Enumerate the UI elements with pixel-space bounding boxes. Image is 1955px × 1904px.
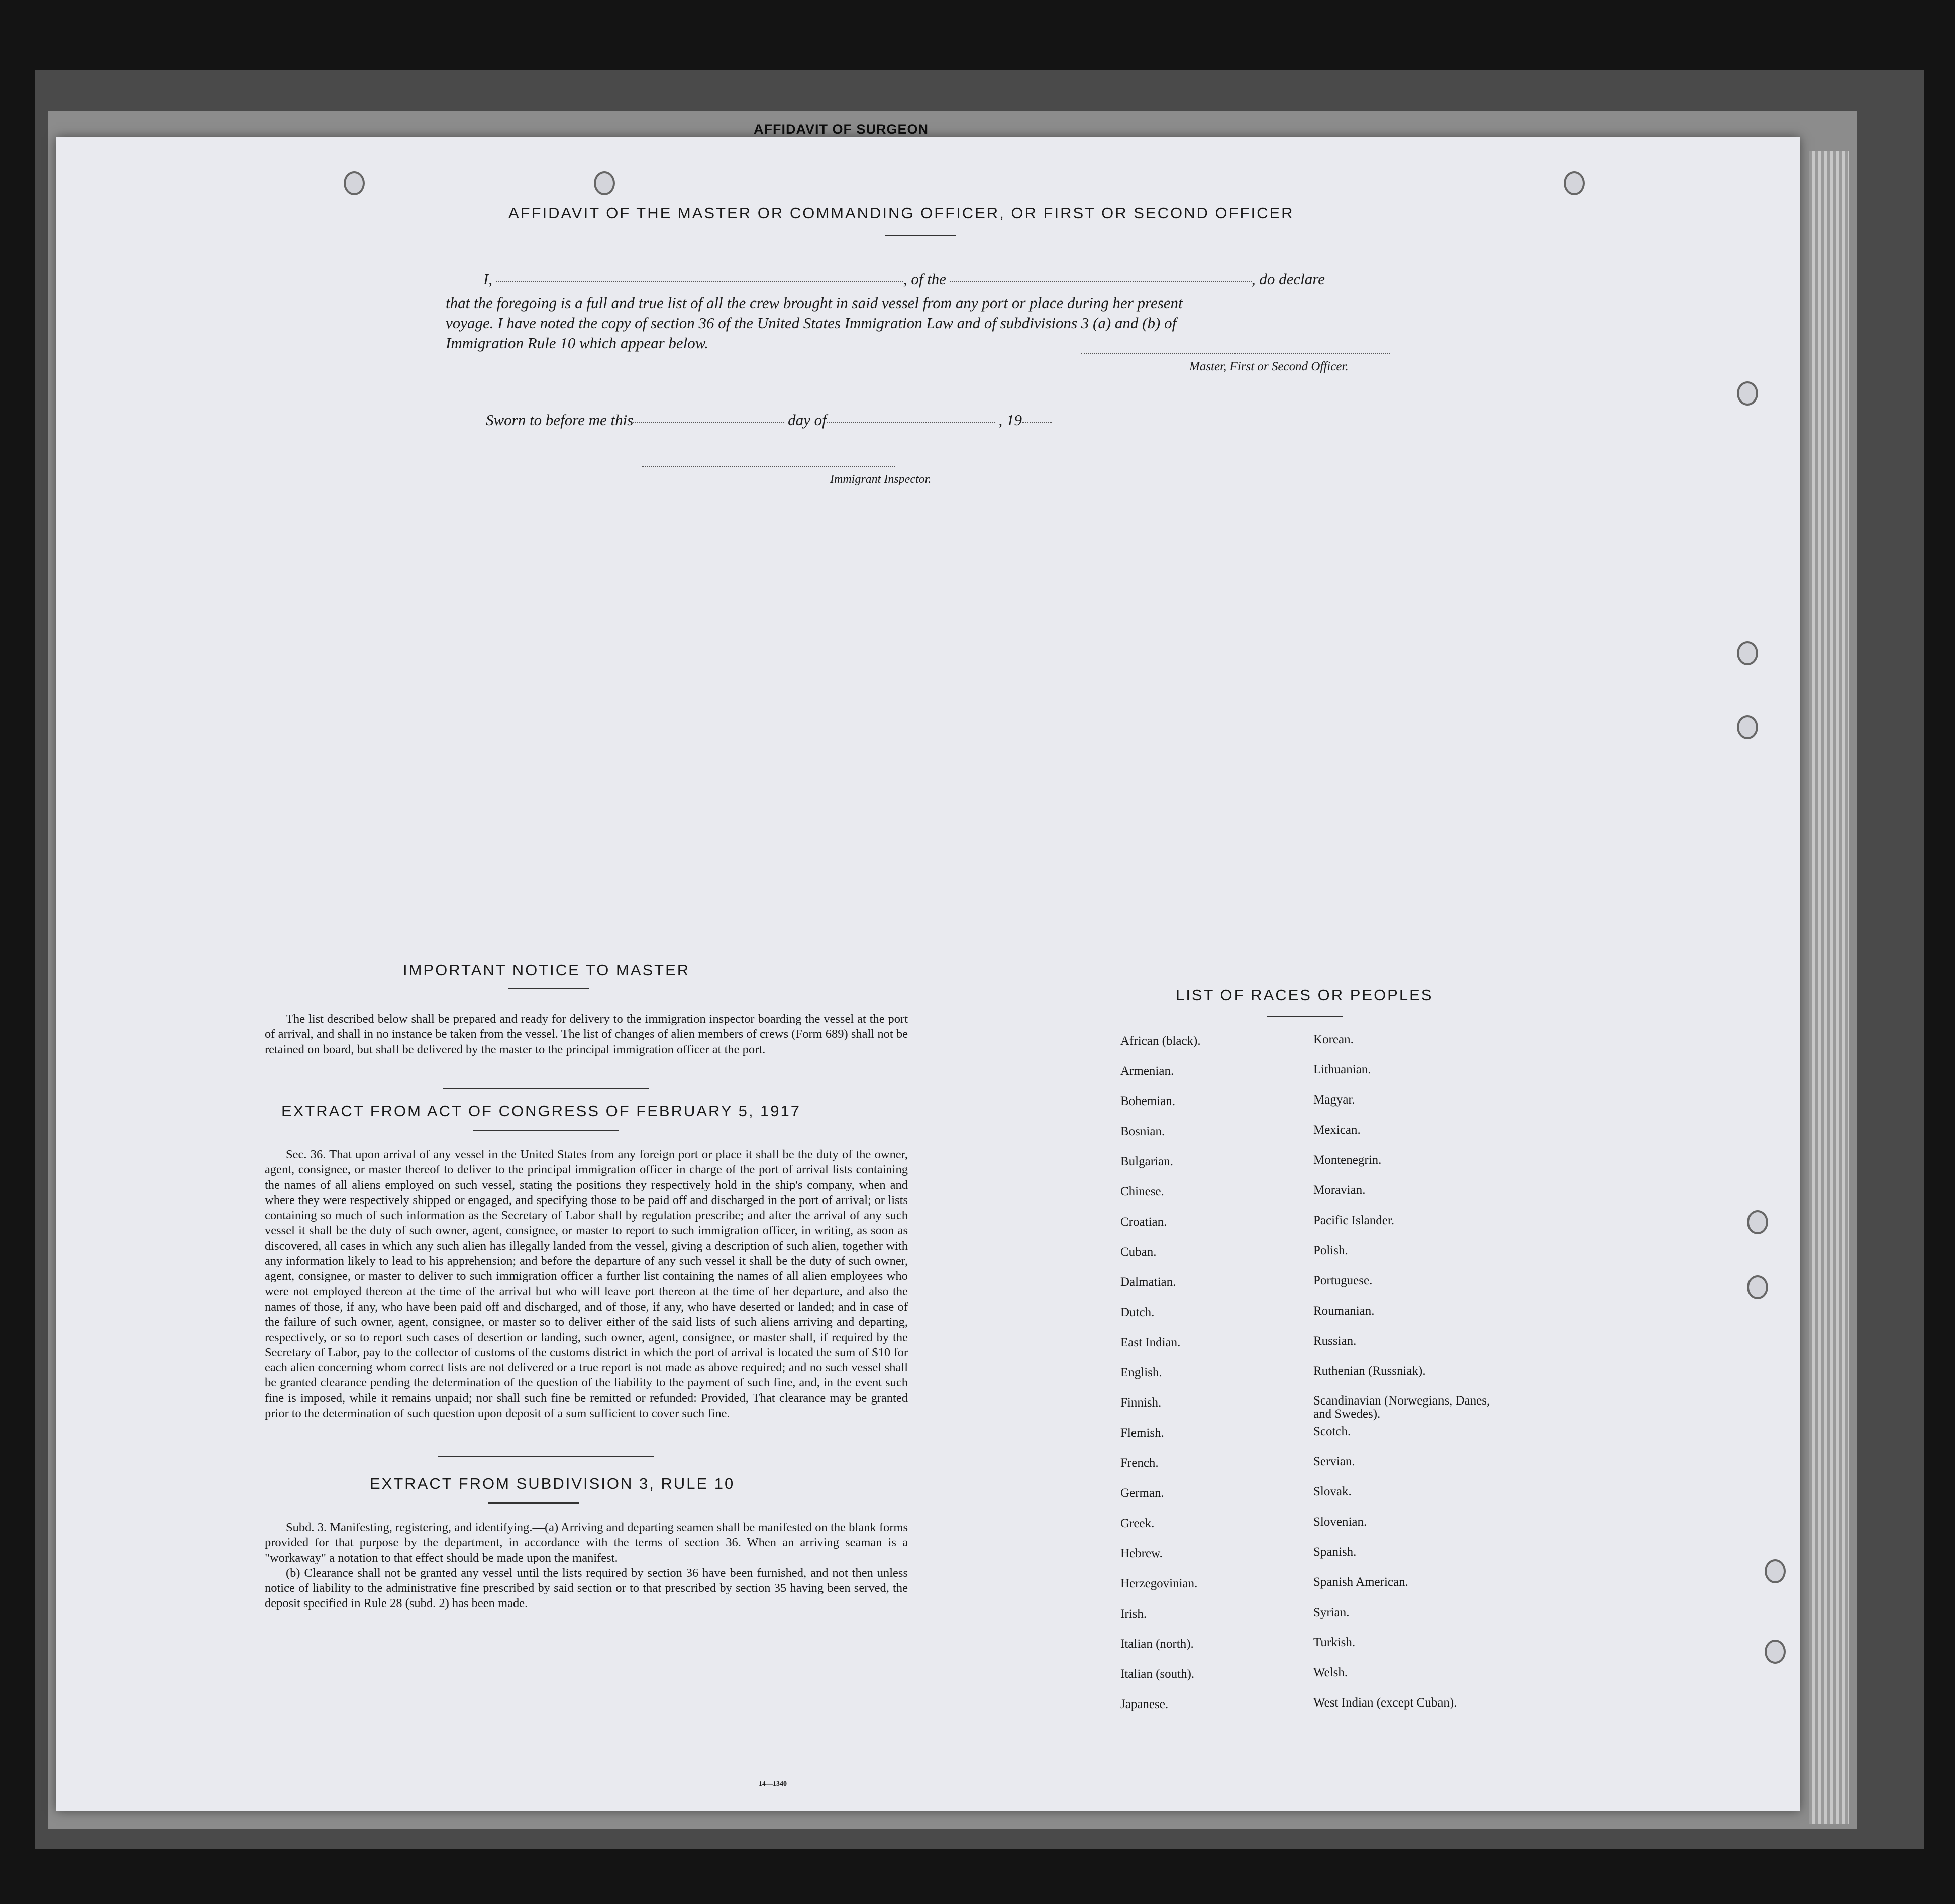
declare-suffix: , do declare bbox=[1251, 270, 1325, 288]
rule-text bbox=[265, 1520, 908, 1612]
race-item: Herzegovinian. bbox=[1120, 1577, 1198, 1590]
declaration-line-4: Immigration Rule 10 which appear below. bbox=[446, 334, 708, 352]
race-item: French. bbox=[1120, 1456, 1159, 1470]
notice-text bbox=[265, 1012, 908, 1057]
rule-paragraph-b: (b) Clearance shall not be granted any vessel until the lists required by section 36 have been furnished, and not then unless notice of liability to the administrative fine prescribed by said section or to that prescribed by section 35 having been served, the deposit specified in Rule 28 (subd. 2) has been made. bbox=[265, 1566, 908, 1611]
officer-name-field[interactable] bbox=[496, 279, 903, 282]
race-item: Portuguese. bbox=[1313, 1274, 1373, 1287]
race-item: Bosnian. bbox=[1120, 1125, 1165, 1138]
race-item: Italian (south). bbox=[1120, 1667, 1195, 1681]
sworn-prefix: Sworn to before me this bbox=[486, 411, 634, 429]
declarant-prefix: I, bbox=[483, 270, 493, 288]
race-item: African (black). bbox=[1120, 1034, 1201, 1048]
punch-hole-icon bbox=[1737, 641, 1758, 665]
race-item: Bohemian. bbox=[1120, 1094, 1176, 1108]
race-item: Dalmatian. bbox=[1120, 1275, 1176, 1289]
sworn-date-field[interactable] bbox=[633, 420, 784, 423]
affidavit-title: AFFIDAVIT OF THE MASTER OR COMMANDING OFFICER, OR FIRST OR SECOND OFFICER bbox=[508, 204, 1294, 222]
race-item: Finnish. bbox=[1120, 1396, 1162, 1410]
punch-hole-icon bbox=[1737, 381, 1758, 406]
act-paragraph: Sec. 36. That upon arrival of any vessel in the United States from any foreign port or place it shall be the duty of the owner, agent, consignee, or master thereof to deliver to the principal immigration officer in charge of the port of arrival lists containing the names of all aliens employed on such vessel, stating the positions they respectively hold in the ship's company, when and where they were respectively shipped or engaged, and specifying those to be paid off and discharged in the port of arrival; or lists containing so much of such information as the Secretary of Labor shall by regulation prescribe; and after the arrival of any such vessel it shall be the duty of such owner, agent, consignee, or master to report to such immigration officer, in writing, as soon as discovered, all cases in which any such alien has illegally landed from the vessel, giving a description of such alien, together with any information likely to lead to his apprehension; and before the departure of any such vessel it shall be the duty of such owner, agent, consignee, or master to deliver to such immigration officer a further list containing the names of all alien employees who were not employed thereon at the time of the arrival but who will leave port thereon at the time of her departure, and also the names of those, if any, who have been paid off and discharged, and of those, if any, who have deserted or landed; and in case of the failure of such owner, agent, consignee, or master so to deliver either of the said lists of such aliens arriving and departing, respectively, or so to report such cases of desertion or landing, such owner, agent, consignee, or master shall, if required by the Secretary of Labor, pay to the collector of customs of the customs district in which the port of arrival is located the sum of $10 for each alien concerning whom correct lists are not delivered or a true report is not made as above required; and no such vessel shall be granted clearance pending the determination of the question of the liability to the payment of such fine, and, in the event such fine is imposed, while it remains unpaid; nor shall such fine be remitted or refunded: Provided, That clearance may be granted prior to the determination of such question upon deposit of a sum sufficient to cover such fine. bbox=[265, 1148, 908, 1421]
race-item: Montenegrin. bbox=[1313, 1153, 1382, 1167]
race-item: Dutch. bbox=[1120, 1306, 1155, 1319]
race-item: Servian. bbox=[1313, 1455, 1355, 1468]
race-item: East Indian. bbox=[1120, 1336, 1181, 1349]
race-item: Flemish. bbox=[1120, 1426, 1164, 1440]
punch-hole-icon bbox=[1765, 1640, 1786, 1664]
race-item: Bulgarian. bbox=[1120, 1155, 1173, 1168]
race-item: Korean. bbox=[1313, 1033, 1354, 1046]
divider bbox=[488, 1502, 579, 1504]
races-title: LIST OF RACES OR PEOPLES bbox=[1176, 986, 1433, 1004]
race-item: Turkish. bbox=[1313, 1636, 1356, 1649]
sworn-year-label: , 19 bbox=[998, 411, 1022, 429]
race-item: Croatian. bbox=[1120, 1215, 1167, 1229]
punch-hole-icon bbox=[1564, 171, 1585, 195]
race-item: Lithuanian. bbox=[1313, 1063, 1371, 1076]
race-item: Roumanian. bbox=[1313, 1304, 1375, 1318]
vessel-prefix: , of the bbox=[903, 270, 947, 288]
race-item: Slovenian. bbox=[1313, 1515, 1367, 1529]
race-item: Spanish. bbox=[1313, 1545, 1357, 1559]
race-item: Scotch. bbox=[1313, 1425, 1351, 1438]
vessel-name-field[interactable] bbox=[950, 279, 1252, 282]
page-edge-stack bbox=[1809, 151, 1849, 1824]
inspector-label: Immigrant Inspector. bbox=[830, 473, 932, 486]
divider bbox=[885, 235, 956, 236]
race-item: Pacific Islander. bbox=[1313, 1214, 1395, 1227]
punch-hole-icon bbox=[1737, 715, 1758, 739]
race-item: Cuban. bbox=[1120, 1245, 1157, 1259]
race-item: West Indian (except Cuban). bbox=[1313, 1696, 1457, 1710]
race-item: Magyar. bbox=[1313, 1093, 1355, 1107]
punch-hole-icon bbox=[1747, 1210, 1768, 1234]
race-item: Syrian. bbox=[1313, 1606, 1350, 1619]
notice-title: IMPORTANT NOTICE TO MASTER bbox=[403, 961, 690, 979]
race-item: German. bbox=[1120, 1486, 1164, 1500]
declaration-line-3: voyage. I have noted the copy of section 36 of the United States Immigration Law and of subdivisions 3 (a) and (b) of bbox=[446, 314, 1177, 332]
sworn-year-field[interactable] bbox=[1022, 420, 1052, 423]
race-item: Spanish American. bbox=[1313, 1575, 1408, 1589]
race-item: Irish. bbox=[1120, 1607, 1147, 1621]
divider bbox=[443, 1088, 649, 1089]
inspector-signature-field[interactable] bbox=[642, 464, 895, 467]
form-number: 14—1340 bbox=[759, 1780, 787, 1788]
race-item: Greek. bbox=[1120, 1517, 1155, 1530]
race-item: Armenian. bbox=[1120, 1064, 1174, 1078]
divider bbox=[473, 1130, 619, 1131]
race-item: Slovak. bbox=[1313, 1485, 1352, 1498]
race-item: Scandinavian (Norwegians, Danes, and Swedes). bbox=[1313, 1394, 1490, 1421]
notice-paragraph: The list described below shall be prepared and ready for delivery to the immigration inspector boarding the vessel at the port of arrival, and shall in no instance be taken from the vessel. The list of changes of alien members of crews (Form 689) shall not be retained on board, but shall be delivered by the master to the principal immigration officer at the port. bbox=[265, 1012, 908, 1056]
rule-paragraph-a: Subd. 3. Manifesting, registering, and identifying.—(a) Arriving and departing seamen shall be manifested on the blank forms provided for that purpose by the department, in accordance with the terms of section 36. When an arriving seaman is a "workaway" a notation to that effect should be made upon the manifest. bbox=[265, 1521, 908, 1565]
race-item: Japanese. bbox=[1120, 1697, 1169, 1711]
sworn-month-field[interactable] bbox=[827, 420, 995, 423]
underlying-page-header: AFFIDAVIT OF SURGEON bbox=[754, 122, 929, 137]
declaration-line-2: that the foregoing is a full and true list of all the crew brought in said vessel from any port or place during her present bbox=[446, 294, 1183, 312]
race-item: Chinese. bbox=[1120, 1185, 1164, 1198]
divider bbox=[508, 988, 589, 989]
punch-hole-icon bbox=[594, 171, 615, 195]
punch-hole-icon bbox=[1747, 1275, 1768, 1299]
document-page bbox=[56, 137, 1800, 1811]
act-title: EXTRACT FROM ACT OF CONGRESS OF FEBRUARY 5, 1917 bbox=[281, 1102, 801, 1120]
master-signature-label: Master, First or Second Officer. bbox=[1189, 360, 1349, 373]
race-item: Ruthenian (Russniak). bbox=[1313, 1364, 1426, 1378]
sworn-line bbox=[486, 411, 1052, 429]
act-text bbox=[265, 1147, 908, 1421]
master-signature-field[interactable] bbox=[1081, 351, 1390, 354]
declaration-line-1 bbox=[483, 270, 1325, 288]
punch-hole-icon bbox=[344, 171, 365, 195]
race-item: Hebrew. bbox=[1120, 1547, 1163, 1560]
race-item: Welsh. bbox=[1313, 1666, 1348, 1679]
punch-hole-icon bbox=[1765, 1559, 1786, 1583]
race-item: Italian (north). bbox=[1120, 1637, 1194, 1651]
race-item: Moravian. bbox=[1313, 1183, 1366, 1197]
divider bbox=[438, 1456, 654, 1457]
race-item: English. bbox=[1120, 1366, 1162, 1379]
rule-title: EXTRACT FROM SUBDIVISION 3, RULE 10 bbox=[370, 1475, 735, 1492]
race-item: Russian. bbox=[1313, 1334, 1357, 1348]
race-item: Mexican. bbox=[1313, 1123, 1361, 1137]
divider bbox=[1267, 1016, 1343, 1017]
sworn-day-label: day of bbox=[788, 411, 827, 429]
race-item: Polish. bbox=[1313, 1244, 1348, 1257]
